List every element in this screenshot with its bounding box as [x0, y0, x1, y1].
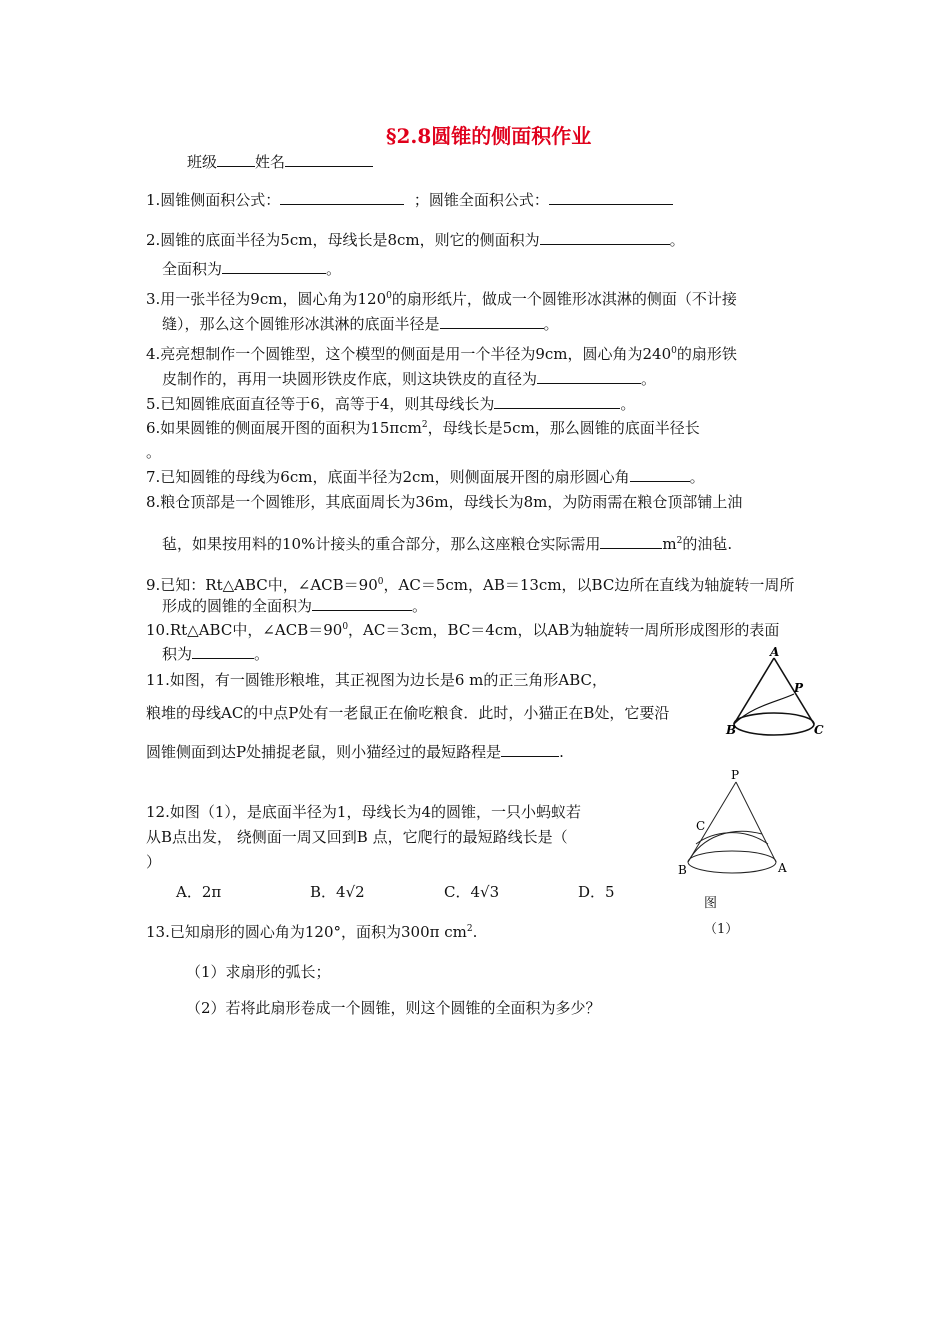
q7-blank[interactable] — [630, 467, 690, 482]
label-p: P — [731, 768, 740, 782]
cone-figure-abc — [722, 644, 832, 744]
q5-blank[interactable] — [494, 394, 620, 409]
q2-blank-2[interactable] — [222, 259, 326, 274]
option-b[interactable]: B．4√2 — [310, 883, 365, 901]
question-12-line-2: 从B点出发， 绕侧面一周又回到B 点，它爬行的最短路线长是（ — [146, 828, 568, 846]
question-9: 9.已知：Rt△ABC中，$\angle ACB=90^0$，AC＝5cm，AB＝13cm，以BC边所在直线为轴旋转一周所 — [146, 576, 795, 594]
label-a: A — [770, 645, 780, 659]
label-a: A — [778, 861, 787, 875]
question-3: 3.用一张半径为9cm，圆心角为$120^0$的扇形纸片，做成一个圆锥形冰淇淋的侧面（不计接 — [146, 290, 737, 308]
question-13: 13.已知扇形的圆心角为120°，面积为300π $cm^2$. — [146, 923, 478, 941]
label-b: B — [726, 723, 737, 737]
class-label: 班级 — [187, 153, 218, 171]
question-11-line-3: 圆锥侧面到达P处捕捉老鼠，则小猫经过的最短路程是 . — [146, 743, 564, 761]
question-1: 1.圆锥侧面积公式： ；圆锥全面积公式： — [146, 190, 673, 210]
page-title: §2.8圆锥的侧面积作业 — [386, 124, 592, 148]
ant-path-back — [696, 833, 768, 844]
question-8-line-2: 毡，如果按用料的10%计接头的重合部分，那么这座粮仓实际需用 $m^2$的油毡. — [162, 535, 733, 553]
question-8: 8.粮仓顶部是一个圆锥形，其底面周长为36m，母线长为8m，为防雨需在粮仓顶部铺上油 — [146, 493, 743, 511]
question-6-line-2: 。 — [146, 443, 162, 461]
q9-blank[interactable] — [312, 596, 412, 611]
q10-blank[interactable] — [192, 644, 254, 659]
question-4: 4.亮亮想制作一个圆锥型，这个模型的侧面是用一个半径为9cm，圆心角为$240^0$的扇形铁 — [146, 345, 737, 363]
label-c: C — [696, 819, 706, 833]
label-p: P — [794, 681, 804, 695]
label-b: B — [678, 863, 687, 877]
question-2-line-2: 全面积为 。 — [162, 260, 342, 278]
name-label: 姓名 — [255, 153, 286, 171]
q3-blank[interactable] — [440, 314, 544, 329]
question-9-line-2: 形成的圆锥的全面积为 。 — [162, 597, 428, 615]
q8-blank[interactable] — [600, 534, 662, 549]
q1-blank-2[interactable] — [549, 190, 673, 205]
figure-caption-2: （1） — [704, 922, 739, 937]
question-3-line-2: 缝），那么这个圆锥形冰淇淋的底面半径是 。 — [162, 315, 559, 333]
question-2: 2.圆锥的底面半径为5cm，母线长是8cm，则它的侧面积为 。 — [146, 231, 685, 249]
cone-edge-pa — [736, 782, 776, 862]
cone-figure-pba — [672, 766, 802, 896]
question-7: 7.已知圆锥的母线为6cm，底面半径为2cm，则侧面展开图的扇形圆心角 。 — [146, 468, 705, 486]
q1-blank-1[interactable] — [280, 190, 404, 205]
option-a[interactable]: A．2π — [176, 883, 222, 901]
label-c: C — [814, 723, 824, 737]
question-5: 5.已知圆锥底面直径等于6，高等于4，则其母线长为 。 — [146, 395, 636, 413]
figure-caption-1: 图 — [704, 896, 718, 911]
question-12: 12.如图（1），是底面半径为1，母线长为4的圆锥，一只小蚂蚁若 — [146, 803, 581, 821]
cone-base — [734, 713, 814, 735]
question-13-part-1: （1）求扇形的弧长； — [186, 963, 331, 981]
question-12-line-3: ） — [146, 853, 162, 871]
option-d[interactable]: D．5 — [578, 883, 615, 901]
q4-blank[interactable] — [537, 369, 641, 384]
question-13-part-2: （2）若将此扇形卷成一个圆锥，则这个圆锥的全面积为多少？ — [186, 999, 601, 1017]
option-c[interactable]: C．4√3 — [444, 883, 500, 901]
name-blank[interactable] — [285, 152, 373, 167]
question-11: 11.如图，有一圆锥形粮堆，其正视图为边长是6 m的正三角形ABC， — [146, 671, 608, 689]
question-10: 10.Rt△ABC中，$\angle ACB=90^0$，AC＝3cm，BC＝4cm，以AB为轴旋转一周所形成图形的表面 — [146, 621, 780, 639]
q11-blank[interactable] — [501, 742, 559, 757]
q2-blank-1[interactable] — [540, 230, 670, 245]
class-blank[interactable] — [217, 152, 255, 167]
question-4-line-2: 皮制作的，再用一块圆形铁皮作底，则这块铁皮的直径为 。 — [162, 370, 657, 388]
cone-base — [688, 851, 776, 873]
question-6: 6.如果圆锥的侧面展开图的面积为15πcm$^2$，母线长是5cm，那么圆锥的底面半径长 — [146, 419, 700, 437]
question-11-line-2: 粮堆的母线AC的中点P处有一老鼠正在偷吃粮食．此时，小猫正在B处，它要沿 — [146, 704, 670, 722]
question-10-line-2: 积为 。 — [162, 645, 270, 663]
header-row — [187, 152, 373, 172]
